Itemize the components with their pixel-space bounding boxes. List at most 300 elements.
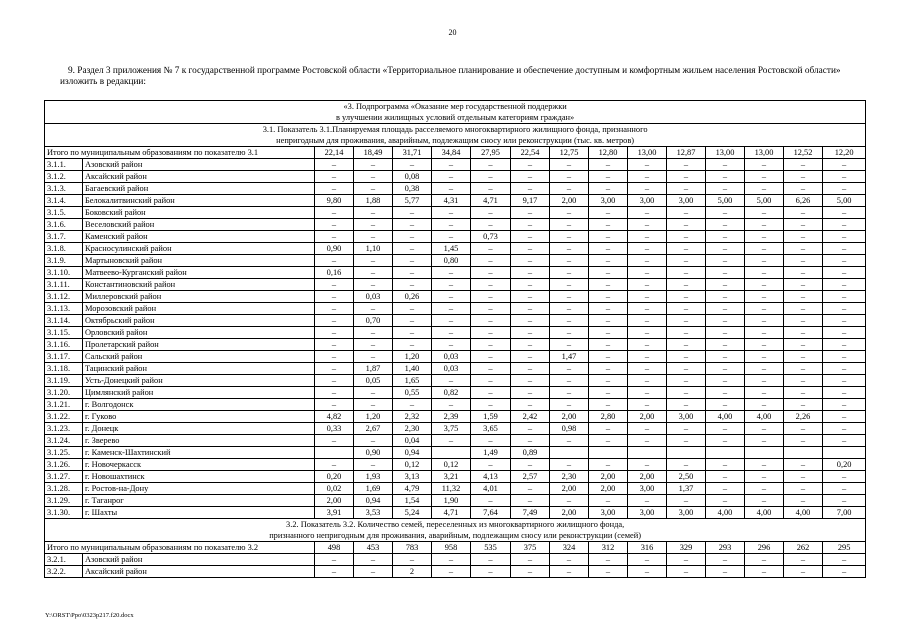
value-cell: 7,49: [511, 507, 550, 519]
value-cell: –: [628, 351, 667, 363]
row-code: 3.1.17.: [45, 351, 83, 363]
value-cell: –: [354, 351, 393, 363]
value-cell: 5,00: [823, 195, 866, 207]
value-cell: –: [706, 231, 745, 243]
value-cell: –: [667, 291, 706, 303]
value-cell: 0,03: [432, 351, 471, 363]
intro-paragraph: 9. Раздел 3 приложения № 7 к государственной программе Ростовской области «Территориальное планирование и обеспечение доступным и комфортным жильем населения Ростовской области» изложить в редакции:: [60, 66, 841, 87]
value-cell: –: [745, 183, 784, 195]
value-cell: 2,00: [550, 195, 589, 207]
value-cell: –: [784, 291, 823, 303]
municipality-name: Каменский район: [83, 231, 315, 243]
value-cell: –: [784, 363, 823, 375]
value-cell: –: [471, 291, 511, 303]
value-cell: –: [784, 554, 823, 566]
value-cell: –: [628, 435, 667, 447]
value-cell: –: [745, 483, 784, 495]
value-cell: –: [823, 495, 866, 507]
value-cell: –: [784, 255, 823, 267]
value-cell: –: [628, 387, 667, 399]
value-cell: –: [511, 459, 550, 471]
value-cell: –: [667, 554, 706, 566]
value-cell: –: [745, 279, 784, 291]
value-cell: –: [393, 303, 432, 315]
value-cell: –: [550, 267, 589, 279]
value-cell: –: [745, 315, 784, 327]
value-cell: –: [471, 327, 511, 339]
indicator-3-2-title: [45, 519, 866, 542]
value-cell: 1,90: [432, 495, 471, 507]
value-cell: –: [628, 339, 667, 351]
value-cell: –: [471, 159, 511, 171]
value-cell: –: [432, 159, 471, 171]
value-cell: –: [628, 231, 667, 243]
value-cell: –: [667, 566, 706, 578]
value-cell: –: [628, 267, 667, 279]
value-cell: 3,00: [589, 507, 628, 519]
value-cell: 9,17: [511, 195, 550, 207]
value-cell: –: [511, 423, 550, 435]
value-cell: –: [667, 387, 706, 399]
value-cell: –: [745, 303, 784, 315]
value-cell: 3,21: [432, 471, 471, 483]
value-cell: –: [628, 171, 667, 183]
municipality-name: г. Новочеркасск: [83, 459, 315, 471]
row-code: 3.1.29.: [45, 495, 83, 507]
value-cell: –: [511, 363, 550, 375]
value-cell: –: [667, 243, 706, 255]
value-cell: –: [511, 279, 550, 291]
row-code: 3.1.12.: [45, 291, 83, 303]
value-cell: –: [745, 267, 784, 279]
value-cell: –: [784, 279, 823, 291]
value-cell: –: [823, 219, 866, 231]
value-cell: –: [432, 435, 471, 447]
total-value-cell: 13,00: [628, 147, 667, 159]
municipality-name: Сальский район: [83, 351, 315, 363]
value-cell: 3,00: [667, 411, 706, 423]
row-code: 3.1.5.: [45, 207, 83, 219]
total-value-cell: 12,87: [667, 147, 706, 159]
value-cell: –: [511, 207, 550, 219]
value-cell: –: [589, 171, 628, 183]
value-cell: –: [628, 327, 667, 339]
value-cell: –: [511, 339, 550, 351]
value-cell: –: [589, 566, 628, 578]
value-cell: –: [628, 554, 667, 566]
value-cell: 2,00: [550, 507, 589, 519]
table-row: [45, 255, 866, 267]
row-code: 3.1.15.: [45, 327, 83, 339]
value-cell: –: [432, 315, 471, 327]
municipality-name: г. Шахты: [83, 507, 315, 519]
municipality-name: Веселовский район: [83, 219, 315, 231]
value-cell: 2,30: [393, 423, 432, 435]
value-cell: 0,08: [393, 171, 432, 183]
table-row: [45, 387, 866, 399]
value-cell: 0,20: [315, 471, 354, 483]
value-cell: –: [550, 303, 589, 315]
value-cell: 2,00: [550, 483, 589, 495]
value-cell: –: [315, 363, 354, 375]
row-code: 3.1.23.: [45, 423, 83, 435]
value-cell: –: [745, 171, 784, 183]
value-cell: –: [706, 171, 745, 183]
value-cell: 3,65: [471, 423, 511, 435]
value-cell: 0,20: [823, 459, 866, 471]
value-cell: –: [393, 279, 432, 291]
value-cell: 1,45: [432, 243, 471, 255]
value-cell: –: [667, 351, 706, 363]
value-cell: –: [550, 363, 589, 375]
value-cell: –: [706, 219, 745, 231]
value-cell: –: [354, 231, 393, 243]
row-code: 3.1.8.: [45, 243, 83, 255]
value-cell: –: [823, 566, 866, 578]
value-cell: –: [667, 399, 706, 411]
value-cell: –: [589, 327, 628, 339]
value-cell: –: [667, 327, 706, 339]
value-cell: 5,00: [745, 195, 784, 207]
value-cell: 0,04: [393, 435, 432, 447]
value-cell: –: [511, 255, 550, 267]
value-cell: –: [393, 159, 432, 171]
value-cell: –: [823, 363, 866, 375]
total-value-cell: 13,00: [706, 147, 745, 159]
municipality-name: г. Донецк: [83, 423, 315, 435]
row-code: 3.1.3.: [45, 183, 83, 195]
value-cell: 0,12: [432, 459, 471, 471]
value-cell: –: [432, 554, 471, 566]
municipality-name: Цимлянский район: [83, 387, 315, 399]
value-cell: –: [550, 566, 589, 578]
table-row: [45, 459, 866, 471]
value-cell: 0,98: [550, 423, 589, 435]
value-cell: –: [706, 243, 745, 255]
value-cell: –: [745, 471, 784, 483]
table-row: [45, 207, 866, 219]
value-cell: –: [823, 387, 866, 399]
value-cell: –: [667, 159, 706, 171]
value-cell: –: [589, 387, 628, 399]
value-cell: –: [823, 339, 866, 351]
value-cell: –: [628, 315, 667, 327]
value-cell: –: [432, 231, 471, 243]
table-row: [45, 291, 866, 303]
value-cell: –: [393, 243, 432, 255]
value-cell: 2,00: [315, 495, 354, 507]
value-cell: –: [589, 554, 628, 566]
municipality-name: Азовский район: [83, 159, 315, 171]
indicator-3-2-title-line: 3.2. Показатель 3.2. Количество семей, переселенных из многоквартирного жилищного фонда,: [286, 520, 625, 529]
value-cell: 1,20: [354, 411, 393, 423]
value-cell: –: [784, 315, 823, 327]
value-cell: –: [745, 243, 784, 255]
municipality-name: Аксайский район: [83, 566, 315, 578]
value-cell: 1,93: [354, 471, 393, 483]
value-cell: –: [667, 231, 706, 243]
municipality-name: г. Каменск-Шахтинский: [83, 447, 315, 459]
value-cell: –: [471, 267, 511, 279]
value-cell: –: [823, 327, 866, 339]
value-cell: –: [667, 459, 706, 471]
value-cell: –: [628, 399, 667, 411]
value-cell: –: [706, 315, 745, 327]
municipality-name: Матвеево-Курганский район: [83, 267, 315, 279]
table-row: [45, 159, 866, 171]
value-cell: –: [745, 207, 784, 219]
total-value-cell: 329: [667, 542, 706, 554]
value-cell: –: [354, 459, 393, 471]
row-code: 3.1.18.: [45, 363, 83, 375]
value-cell: –: [315, 303, 354, 315]
value-cell: –: [393, 231, 432, 243]
value-cell: –: [432, 399, 471, 411]
value-cell: 3,13: [393, 471, 432, 483]
value-cell: –: [393, 267, 432, 279]
value-cell: –: [393, 327, 432, 339]
table-row: [45, 195, 866, 207]
value-cell: –: [784, 183, 823, 195]
value-cell: –: [628, 159, 667, 171]
municipality-name: г. Зверево: [83, 435, 315, 447]
value-cell: –: [550, 375, 589, 387]
row-code: 3.1.24.: [45, 435, 83, 447]
value-cell: 3,00: [628, 483, 667, 495]
municipality-name: г. Ростов-на-Дону: [83, 483, 315, 495]
value-cell: 0,94: [393, 447, 432, 459]
value-cell: –: [315, 159, 354, 171]
total-value-cell: 22,14: [315, 147, 354, 159]
indicator-3-2-total-row: [45, 542, 866, 554]
value-cell: 2,67: [354, 423, 393, 435]
value-cell: [550, 447, 589, 459]
value-cell: –: [471, 171, 511, 183]
municipality-name: Аксайский район: [83, 171, 315, 183]
value-cell: 2,39: [432, 411, 471, 423]
value-cell: –: [706, 255, 745, 267]
row-code: 3.1.11.: [45, 279, 83, 291]
value-cell: –: [511, 351, 550, 363]
value-cell: –: [823, 483, 866, 495]
value-cell: –: [432, 566, 471, 578]
value-cell: –: [628, 243, 667, 255]
value-cell: –: [823, 351, 866, 363]
value-cell: –: [315, 435, 354, 447]
value-cell: 4,00: [706, 411, 745, 423]
value-cell: –: [706, 327, 745, 339]
value-cell: –: [511, 171, 550, 183]
value-cell: –: [784, 159, 823, 171]
value-cell: –: [589, 375, 628, 387]
value-cell: –: [745, 363, 784, 375]
table-row: [45, 279, 866, 291]
row-code: 3.1.10.: [45, 267, 83, 279]
value-cell: –: [589, 219, 628, 231]
value-cell: 2,57: [511, 471, 550, 483]
value-cell: –: [628, 303, 667, 315]
value-cell: –: [667, 255, 706, 267]
value-cell: 2,00: [628, 471, 667, 483]
value-cell: –: [471, 459, 511, 471]
value-cell: –: [589, 339, 628, 351]
subprogram-title-row: [45, 101, 866, 124]
table-row: [45, 327, 866, 339]
value-cell: –: [784, 231, 823, 243]
value-cell: –: [745, 435, 784, 447]
value-cell: 4,71: [432, 507, 471, 519]
value-cell: 2,30: [550, 471, 589, 483]
value-cell: [315, 447, 354, 459]
indicator-3-2-title-row: [45, 519, 866, 542]
municipality-name: Багаевский район: [83, 183, 315, 195]
value-cell: –: [471, 566, 511, 578]
value-cell: 4,13: [471, 471, 511, 483]
value-cell: –: [550, 495, 589, 507]
value-cell: [706, 447, 745, 459]
value-cell: 1,49: [471, 447, 511, 459]
value-cell: –: [315, 171, 354, 183]
total-value-cell: 295: [823, 542, 866, 554]
row-code: 3.1.6.: [45, 219, 83, 231]
value-cell: –: [471, 351, 511, 363]
value-cell: –: [823, 267, 866, 279]
value-cell: –: [745, 375, 784, 387]
value-cell: –: [667, 315, 706, 327]
value-cell: 0,05: [354, 375, 393, 387]
row-code: 3.1.4.: [45, 195, 83, 207]
value-cell: –: [315, 315, 354, 327]
value-cell: –: [706, 459, 745, 471]
value-cell: –: [745, 399, 784, 411]
value-cell: 1,69: [354, 483, 393, 495]
table-row: [45, 411, 866, 423]
total-value-cell: 375: [511, 542, 550, 554]
value-cell: –: [628, 459, 667, 471]
value-cell: –: [589, 315, 628, 327]
value-cell: –: [354, 219, 393, 231]
value-cell: –: [354, 171, 393, 183]
value-cell: –: [706, 291, 745, 303]
value-cell: –: [706, 159, 745, 171]
row-code: 3.1.9.: [45, 255, 83, 267]
value-cell: –: [745, 231, 784, 243]
value-cell: –: [784, 267, 823, 279]
value-cell: [667, 447, 706, 459]
value-cell: –: [823, 231, 866, 243]
value-cell: –: [393, 207, 432, 219]
value-cell: –: [550, 171, 589, 183]
value-cell: 3,91: [315, 507, 354, 519]
value-cell: –: [706, 554, 745, 566]
value-cell: 0,12: [393, 459, 432, 471]
value-cell: –: [471, 279, 511, 291]
value-cell: –: [432, 171, 471, 183]
row-code: 3.1.13.: [45, 303, 83, 315]
value-cell: –: [511, 483, 550, 495]
value-cell: 4,00: [745, 411, 784, 423]
value-cell: –: [550, 219, 589, 231]
value-cell: –: [823, 315, 866, 327]
total-value-cell: 18,49: [354, 147, 393, 159]
municipality-name: Октябрьский район: [83, 315, 315, 327]
total-value-cell: 31,71: [393, 147, 432, 159]
value-cell: –: [823, 435, 866, 447]
value-cell: –: [823, 423, 866, 435]
value-cell: –: [471, 255, 511, 267]
value-cell: –: [315, 399, 354, 411]
value-cell: –: [354, 279, 393, 291]
value-cell: –: [706, 483, 745, 495]
row-code: 3.1.26.: [45, 459, 83, 471]
value-cell: 11,32: [432, 483, 471, 495]
total-value-cell: 12,80: [589, 147, 628, 159]
municipality-name: Орловский район: [83, 327, 315, 339]
value-cell: –: [315, 387, 354, 399]
value-cell: 3,00: [589, 195, 628, 207]
value-cell: –: [589, 207, 628, 219]
value-cell: –: [589, 291, 628, 303]
subprogram-title-line: «3. Подпрограмма «Оказание мер государственной поддержки: [343, 102, 567, 111]
row-code: 3.1.30.: [45, 507, 83, 519]
total-value-cell: 13,00: [745, 147, 784, 159]
value-cell: –: [745, 566, 784, 578]
value-cell: –: [706, 435, 745, 447]
value-cell: 5,00: [706, 195, 745, 207]
value-cell: 0,90: [315, 243, 354, 255]
municipality-name: Белокалитвинский район: [83, 195, 315, 207]
value-cell: –: [589, 351, 628, 363]
value-cell: –: [667, 423, 706, 435]
value-cell: –: [745, 554, 784, 566]
municipality-name: Азовский район: [83, 554, 315, 566]
value-cell: 2: [393, 566, 432, 578]
table-row: [45, 423, 866, 435]
row-code: 3.1.21.: [45, 399, 83, 411]
value-cell: –: [628, 566, 667, 578]
value-cell: –: [745, 423, 784, 435]
value-cell: –: [589, 363, 628, 375]
municipality-name: Боковский район: [83, 207, 315, 219]
value-cell: 4,00: [745, 507, 784, 519]
value-cell: –: [589, 231, 628, 243]
value-cell: –: [706, 471, 745, 483]
value-cell: –: [471, 207, 511, 219]
total-value-cell: 22,54: [511, 147, 550, 159]
row-code: 3.2.2.: [45, 566, 83, 578]
value-cell: –: [315, 183, 354, 195]
value-cell: –: [823, 243, 866, 255]
value-cell: –: [589, 303, 628, 315]
value-cell: –: [511, 495, 550, 507]
value-cell: 0,94: [354, 495, 393, 507]
value-cell: –: [315, 231, 354, 243]
table-row: [45, 171, 866, 183]
value-cell: –: [511, 387, 550, 399]
row-code: 3.1.25.: [45, 447, 83, 459]
value-cell: –: [628, 375, 667, 387]
value-cell: –: [784, 495, 823, 507]
value-cell: –: [628, 363, 667, 375]
value-cell: –: [589, 435, 628, 447]
value-cell: –: [823, 554, 866, 566]
value-cell: –: [823, 171, 866, 183]
value-cell: 0,80: [432, 255, 471, 267]
value-cell: –: [589, 255, 628, 267]
value-cell: –: [706, 303, 745, 315]
row-code: 3.1.14.: [45, 315, 83, 327]
value-cell: –: [354, 255, 393, 267]
